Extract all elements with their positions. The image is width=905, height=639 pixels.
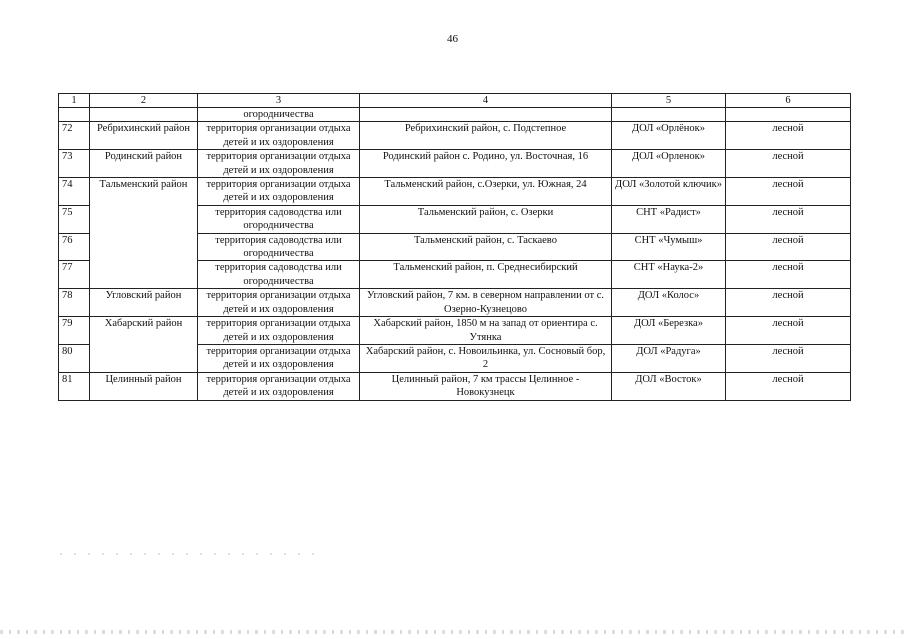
territory-type-cell: территория организации отдыха детей и их оздоровления <box>198 372 360 400</box>
column-header-4: 4 <box>360 94 612 108</box>
district-cell <box>90 205 198 233</box>
table-row <box>59 317 851 345</box>
territory-type-cell: территория организации отдыха детей и их оздоровления <box>198 344 360 372</box>
carryover-col5 <box>612 108 726 122</box>
scan-artifact-strip <box>0 630 905 634</box>
table-row <box>59 289 851 317</box>
row-number: 76 <box>59 233 90 261</box>
district-cell <box>90 344 198 372</box>
object-name-cell: СНТ «Радист» <box>612 205 726 233</box>
territory-type-cell: территория организации отдыха детей и их оздоровления <box>198 178 360 206</box>
district-cell <box>90 233 198 261</box>
zones-table <box>58 93 851 401</box>
column-header-3: 3 <box>198 94 360 108</box>
header-row <box>59 94 851 108</box>
row-number: 81 <box>59 372 90 400</box>
territory-type-cell: территория организации отдыха детей и их оздоровления <box>198 289 360 317</box>
carryover-row <box>59 108 851 122</box>
territory-type-cell: территория организации отдыха детей и их оздоровления <box>198 122 360 150</box>
column-header-1: 1 <box>59 94 90 108</box>
row-number: 78 <box>59 289 90 317</box>
district-cell <box>90 261 198 289</box>
object-name-cell: ДОЛ «Колос» <box>612 289 726 317</box>
location-cell: Родинский район с. Родино, ул. Восточная, 16 <box>360 150 612 178</box>
carryover-col6 <box>726 108 851 122</box>
carryover-col4 <box>360 108 612 122</box>
object-name-cell: ДОЛ «Восток» <box>612 372 726 400</box>
object-name-cell: ДОЛ «Орленок» <box>612 150 726 178</box>
location-cell: Тальменский район, с. Таскаево <box>360 233 612 261</box>
location-cell: Ребрихинский район, с. Подстепное <box>360 122 612 150</box>
table-row <box>59 178 851 206</box>
table-row <box>59 372 851 400</box>
district-cell: Родинский район <box>90 150 198 178</box>
location-cell: Тальменский район, с.Озерки, ул. Южная, 24 <box>360 178 612 206</box>
carryover-col1 <box>59 108 90 122</box>
object-name-cell: ДОЛ «Радуга» <box>612 344 726 372</box>
object-name-cell: ДОЛ «Орлёнок» <box>612 122 726 150</box>
row-number: 79 <box>59 317 90 345</box>
object-name-cell: СНТ «Чумыш» <box>612 233 726 261</box>
forest-type-cell: лесной <box>726 261 851 289</box>
territory-type-cell: территория садоводства или огородничества <box>198 261 360 289</box>
location-cell: Целинный район, 7 км трассы Целинное - Новокузнецк <box>360 372 612 400</box>
column-header-6: 6 <box>726 94 851 108</box>
forest-type-cell: лесной <box>726 289 851 317</box>
table-row <box>59 122 851 150</box>
district-cell: Хабарский район <box>90 317 198 345</box>
location-cell: Хабарский район, 1850 м на запад от ориентира с. Утянка <box>360 317 612 345</box>
forest-type-cell: лесной <box>726 178 851 206</box>
column-header-5: 5 <box>612 94 726 108</box>
territory-type-cell: территория садоводства или огородничества <box>198 205 360 233</box>
forest-type-cell: лесной <box>726 122 851 150</box>
territory-type-cell: территория организации отдыха детей и их оздоровления <box>198 317 360 345</box>
forest-type-cell: лесной <box>726 344 851 372</box>
location-cell: Тальменский район, п. Среднесибирский <box>360 261 612 289</box>
object-name-cell: ДОЛ «Березка» <box>612 317 726 345</box>
row-number: 74 <box>59 178 90 206</box>
district-cell: Целинный район <box>90 372 198 400</box>
table-row <box>59 150 851 178</box>
row-number: 73 <box>59 150 90 178</box>
column-header-2: 2 <box>90 94 198 108</box>
scan-artifact-mark <box>60 553 320 555</box>
page-number: 46 <box>447 33 458 45</box>
row-number: 80 <box>59 344 90 372</box>
table-header <box>59 94 851 108</box>
row-number: 77 <box>59 261 90 289</box>
territory-type-cell: территория садоводства или огородничества <box>198 233 360 261</box>
table-body <box>59 108 851 401</box>
table-row <box>59 233 851 261</box>
district-cell: Тальменский район <box>90 178 198 206</box>
district-cell: Ребрихинский район <box>90 122 198 150</box>
carryover-col2 <box>90 108 198 122</box>
table-row <box>59 205 851 233</box>
territory-type-cell: территория организации отдыха детей и их оздоровления <box>198 150 360 178</box>
forest-type-cell: лесной <box>726 205 851 233</box>
forest-type-cell: лесной <box>726 233 851 261</box>
object-name-cell: ДОЛ «Золотой ключик» <box>612 178 726 206</box>
location-cell: Угловский район, 7 км. в северном направлении от с. Озерно-Кузнецово <box>360 289 612 317</box>
row-number: 72 <box>59 122 90 150</box>
carryover-col3: огородничества <box>198 108 360 122</box>
table-row <box>59 344 851 372</box>
forest-type-cell: лесной <box>726 150 851 178</box>
row-number: 75 <box>59 205 90 233</box>
forest-type-cell: лесной <box>726 317 851 345</box>
object-name-cell: СНТ «Наука-2» <box>612 261 726 289</box>
district-cell: Угловский район <box>90 289 198 317</box>
table-row <box>59 261 851 289</box>
forest-type-cell: лесной <box>726 372 851 400</box>
location-cell: Тальменский район, с. Озерки <box>360 205 612 233</box>
location-cell: Хабарский район, с. Новоильинка, ул. Сосновый бор, 2 <box>360 344 612 372</box>
